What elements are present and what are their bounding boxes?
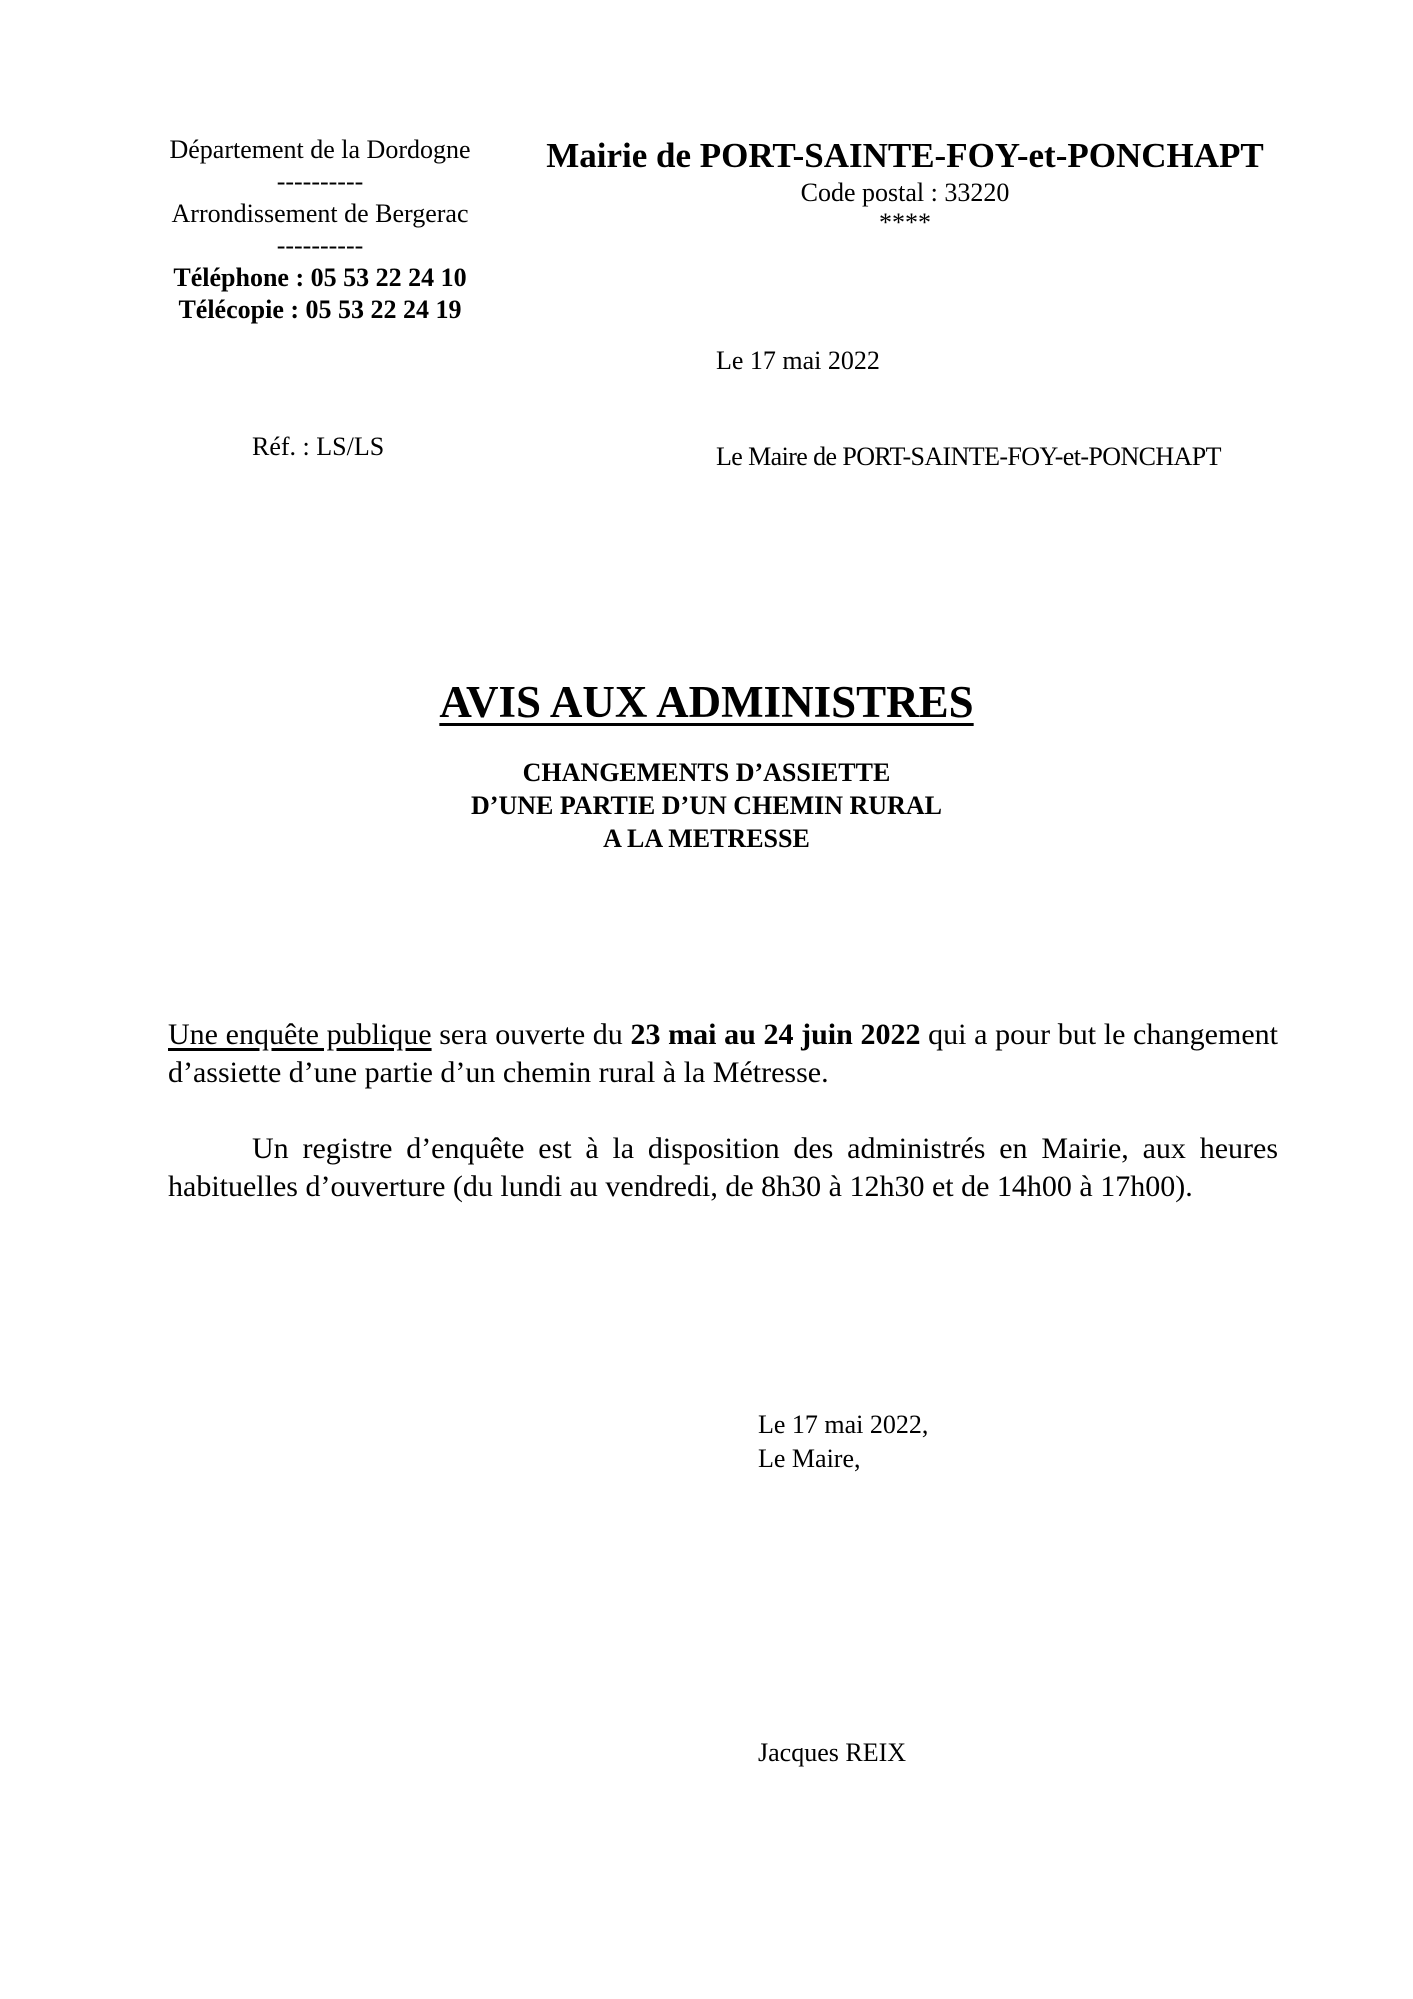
inquiry-label: Une enquête publique bbox=[168, 1018, 432, 1051]
sender-block bbox=[140, 134, 500, 326]
phone-number: Téléphone : 05 53 22 24 10 bbox=[173, 263, 467, 292]
separator: ---------- bbox=[276, 167, 364, 196]
sender-line: Le Maire de PORT-SAINTE-FOY-et-PONCHAPT bbox=[716, 442, 1221, 471]
reference: Réf. : LS/LS bbox=[252, 432, 385, 461]
arrondissement: Arrondissement de Bergerac bbox=[171, 199, 469, 228]
mairie-title: Mairie de PORT-SAINTE-FOY-et-PONCHAPT bbox=[546, 136, 1264, 175]
subtitle-line: CHANGEMENTS D’ASSIETTE bbox=[522, 758, 891, 787]
signatory-name: Jacques REIX bbox=[758, 1738, 907, 1767]
department: Département de la Dordogne bbox=[169, 135, 471, 164]
fax-number: Télécopie : 05 53 22 24 19 bbox=[178, 295, 462, 324]
postal-code: Code postal : 33220 bbox=[800, 178, 1010, 207]
paragraph-text: sera ouverte du bbox=[431, 1018, 631, 1051]
notice-subtitle bbox=[0, 756, 1413, 855]
subtitle-line: D’UNE PARTIE D’UN CHEMIN RURAL bbox=[471, 791, 942, 820]
separator: ---------- bbox=[276, 231, 364, 260]
notice-title bbox=[0, 676, 1413, 728]
signature-date: Le 17 mai 2022, bbox=[758, 1410, 929, 1439]
paragraph-text: qui a pour but le changement d’assiette d’une partie d’un chemin rural à la Métresse. bbox=[168, 1018, 1278, 1089]
notice-title-text: AVIS AUX ADMINISTRES bbox=[439, 677, 974, 727]
inquiry-dates: 23 mai au 24 juin 2022 bbox=[630, 1018, 921, 1051]
signature-role: Le Maire, bbox=[758, 1444, 861, 1473]
paragraph-register: Un registre d’enquête est à la disposition des administrés en Mairie, aux heures habituelles d’ouverture (du lundi au vendredi, de 8h30 à 12h30 et de 14h00 à 17h00). bbox=[168, 1132, 1278, 1203]
signature-block bbox=[758, 1408, 928, 1476]
mairie-header bbox=[520, 134, 1290, 238]
letter-date: Le 17 mai 2022 bbox=[716, 346, 880, 375]
paragraph-inquiry bbox=[168, 1016, 1278, 1092]
stars-separator: **** bbox=[879, 208, 931, 237]
subtitle-line: A LA METRESSE bbox=[603, 824, 810, 853]
